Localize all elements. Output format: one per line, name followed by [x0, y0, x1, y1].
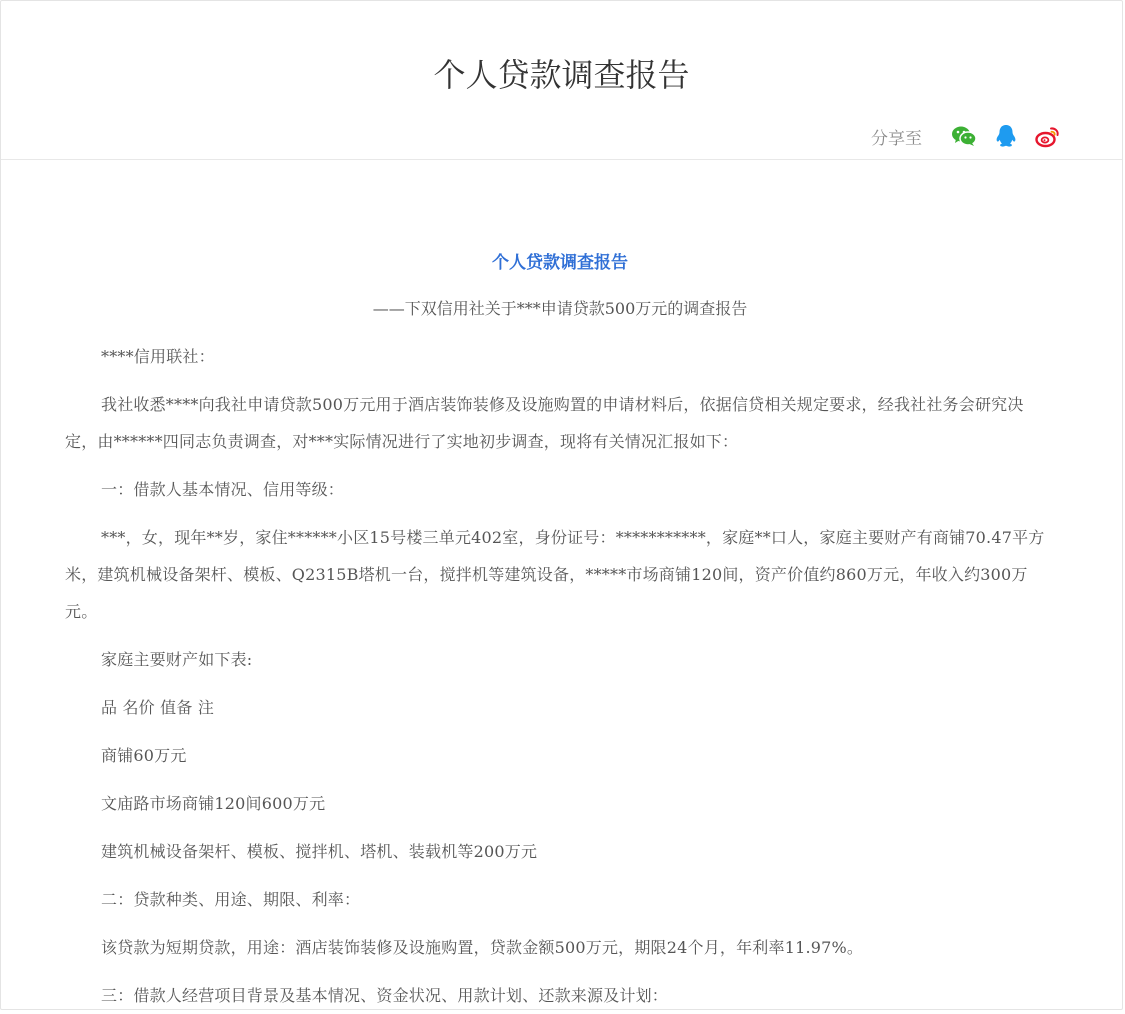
article-content	[65, 240, 1055, 1014]
assets-row: 商铺60万元	[101, 746, 187, 765]
qq-icon[interactable]	[992, 122, 1020, 150]
paragraph-intro: 我社收悉****向我社申请贷款500万元用于酒店装饰装修及设施购置的申请材料后，依据信贷相关规定要求，经我社社务会研究决定，由******四同志负责调查，对***实际情况进行了实地初步调查，现将有关情况汇报如下：	[65, 395, 1024, 451]
section-heading-1: 一：借款人基本情况、信用等级：	[101, 480, 345, 499]
page-title: 个人贷款调查报告	[433, 56, 690, 94]
assets-table-header: 品 名价 值备 注	[101, 698, 215, 717]
share-bar	[871, 122, 1062, 150]
section-heading-2: 二：贷款种类、用途、期限、利率：	[101, 890, 361, 909]
document-title: 个人贷款调查报告	[492, 253, 628, 273]
assets-row: 建筑机械设备架杆、模板、搅拌机、塔机、装载机等200万元	[101, 842, 538, 861]
wechat-icon[interactable]	[950, 122, 978, 150]
assets-row: 文庙路市场商铺120间600万元	[101, 794, 326, 813]
paragraph-assets-intro: 家庭主要财产如下表:	[101, 650, 253, 669]
section-heading-3: 三：借款人经营项目背景及基本情况、资金状况、用款计划、还款来源及计划：	[101, 986, 669, 1005]
paragraph-borrower-info: ***，女，现年**岁，家住******小区15号楼三单元402室，身份证号：***********，家庭**口人，家庭主要财产有商铺70.47平方米，建筑机械设备架杆、模板、Q2315B塔机一台，搅拌机等建筑设备，*****市场商铺120间，资产价值约860万元，年收入约300万元。	[65, 528, 1045, 621]
document-subtitle: ——下双信用社关于***申请贷款500万元的调查报告	[372, 299, 748, 318]
share-label: 分享至	[871, 128, 922, 149]
weibo-icon[interactable]	[1034, 122, 1062, 150]
paragraph-loan-terms: 该贷款为短期贷款，用途：酒店装饰装修及设施购置，贷款金额500万元，期限24个月，年利率11.97%。	[101, 938, 864, 957]
paragraph-salutation: ****信用联社：	[101, 347, 215, 366]
article-header	[1, 1, 1122, 160]
